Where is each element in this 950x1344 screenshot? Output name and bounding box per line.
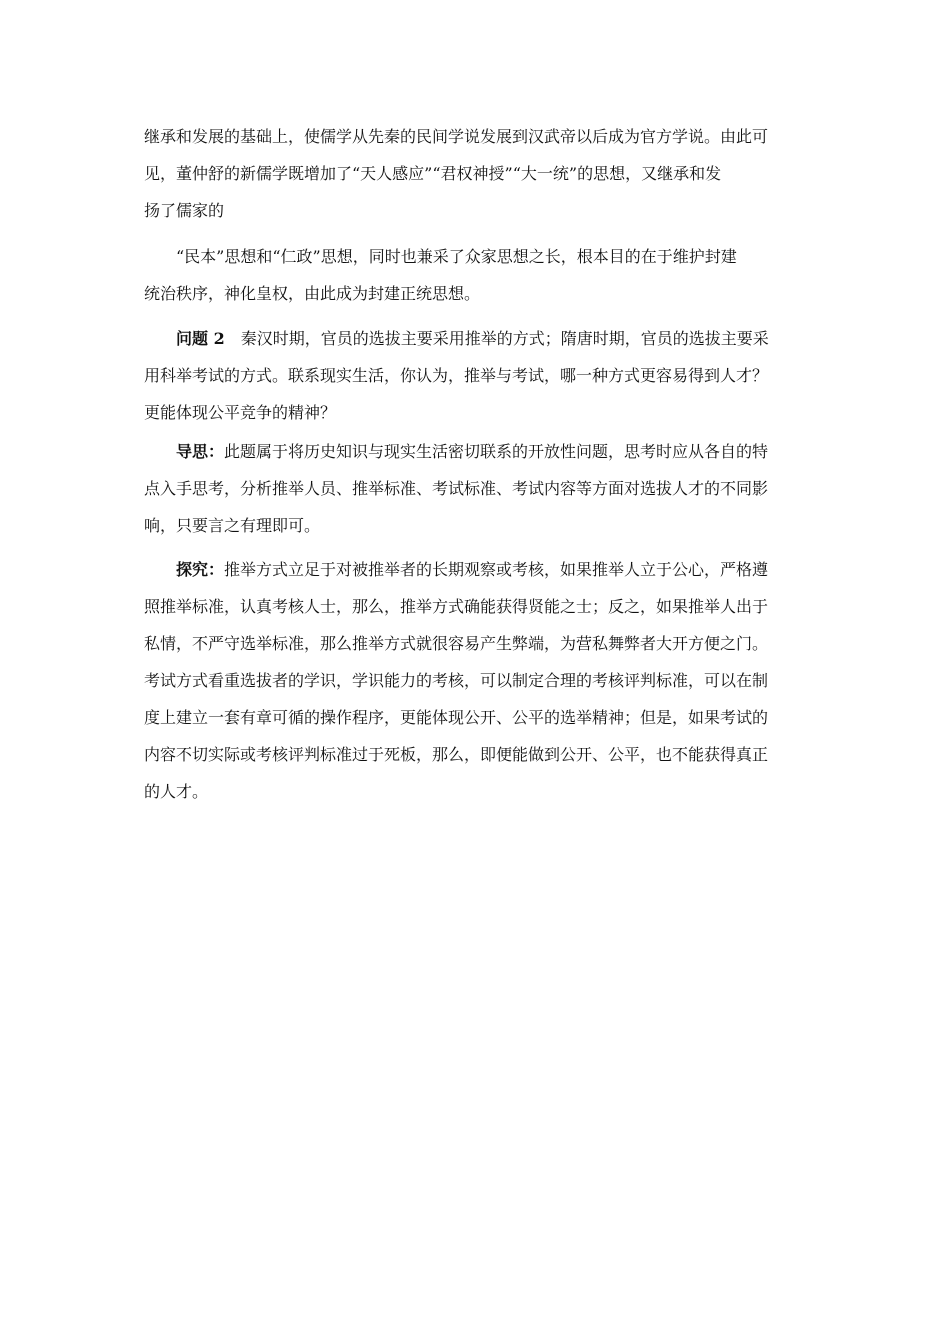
text-line	[144, 551, 806, 588]
text-line: 扬了儒家的	[144, 201, 225, 220]
explore-label: 探究：	[176, 560, 225, 579]
text-line: 更能体现公平竞争的精神？	[144, 403, 337, 422]
guide-text: 此题属于将历史知识与现实生活密切联系的开放性问题，思考时应从各自的特	[224, 442, 769, 461]
text-line: 照推举标准，认真考核人士，那么，推举方式确能获得贤能之士；反之，如果推举人出于	[144, 597, 769, 616]
text-line: 考试方式看重选拔者的学识，学识能力的考核，可以制定合理的考核评判标准，可以在制	[144, 671, 769, 690]
text-line: 用科举考试的方式。联系现实生活，你认为，推举与考试，哪一种方式更容易得到人才？	[144, 366, 769, 385]
text-line: 度上建立一套有章可循的操作程序，更能体现公开、公平的选举精神；但是，如果考试的	[144, 708, 769, 727]
question-label: 问题 2	[176, 329, 225, 348]
text-line: 内容不切实际或考核评判标准过于死板，那么，即便能做到公开、公平，也不能获得真正	[144, 745, 769, 764]
text-line	[144, 320, 806, 357]
text-line	[144, 433, 806, 470]
paragraph-guide	[144, 433, 806, 544]
question-text: 秦汉时期，官员的选拔主要采用推举的方式；隋唐时期，官员的选拔主要采	[224, 329, 769, 348]
text-line: 继承和发展的基础上，使儒学从先秦的民间学说发展到汉武帝以后成为官方学说。由此可	[144, 127, 769, 146]
paragraph-minben-renzheng	[144, 238, 806, 312]
text-line: 见，董仲舒的新儒学既增加了“天人感应”“君权神授”“大一统”的思想，又继承和发	[144, 164, 722, 183]
text-line: 私情，不严守选举标准，那么推举方式就很容易产生弊端，为营私舞弊者大开方便之门。	[144, 634, 769, 653]
paragraph-question-2	[144, 320, 806, 431]
guide-label: 导思：	[176, 442, 225, 461]
paragraph-explore	[144, 551, 806, 810]
text-line: 的人才。	[144, 782, 209, 801]
text-line: 统治秩序，神化皇权，由此成为封建正统思想。	[144, 284, 481, 303]
text-line: 响，只要言之有理即可。	[144, 516, 321, 535]
explore-text: 推举方式立足于对被推举者的长期观察或考核，如果推举人立于公心，严格遵	[224, 560, 769, 579]
text-line: “民本”思想和“仁政”思想，同时也兼采了众家思想之长，根本目的在于维护封建	[176, 247, 737, 266]
text-line: 点入手思考，分析推举人员、推举标准、考试标准、考试内容等方面对选拔人才的不同影	[144, 479, 769, 498]
paragraph-confucianism-continued	[144, 118, 806, 229]
